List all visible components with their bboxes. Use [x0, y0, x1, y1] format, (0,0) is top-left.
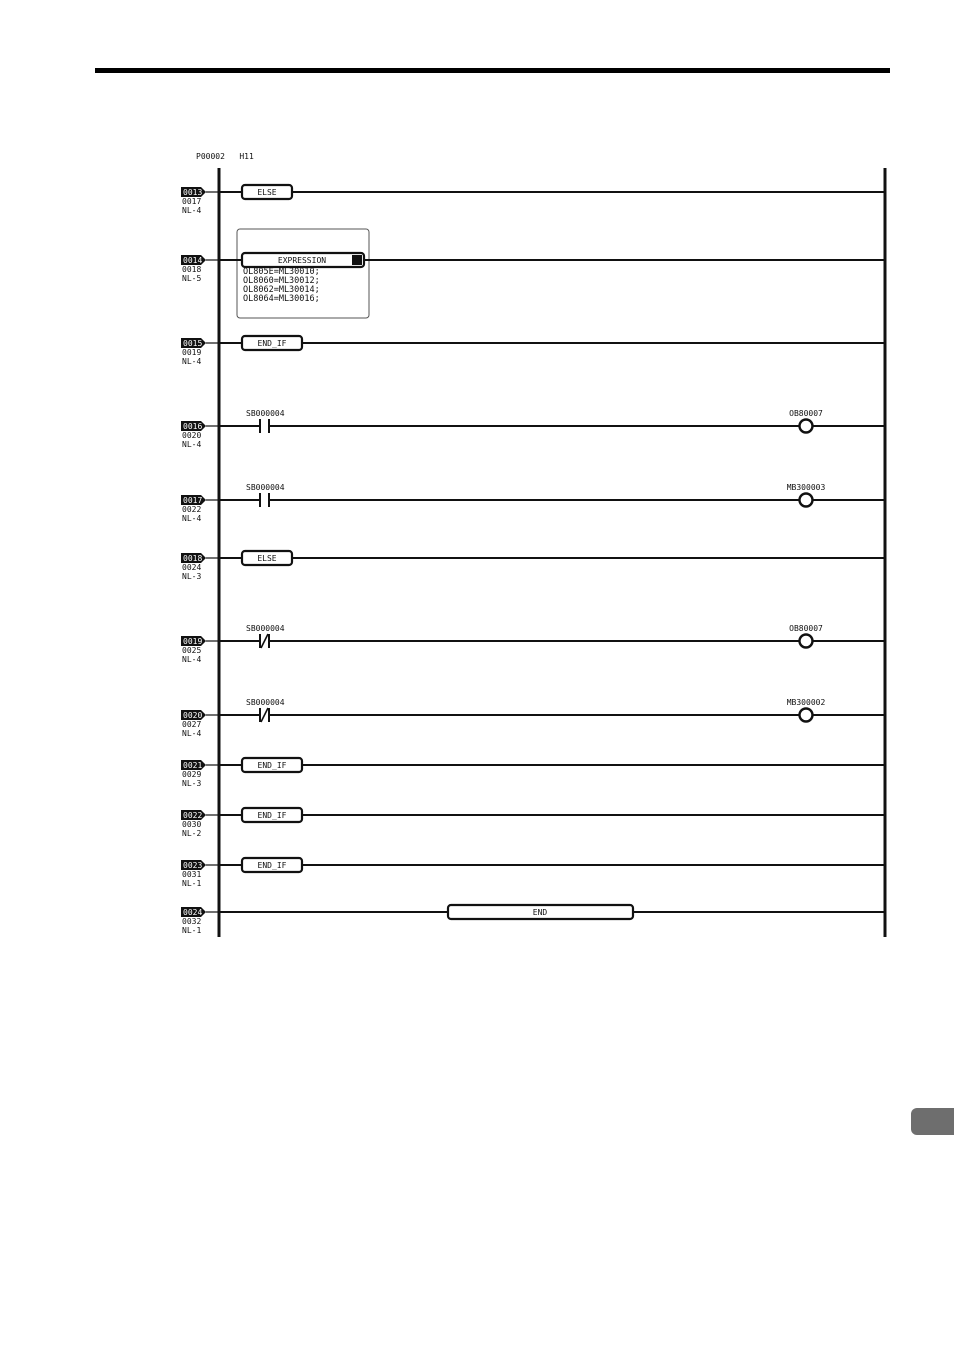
program-suffix: H11	[239, 152, 254, 161]
instruction-label: END_IF	[257, 339, 287, 348]
rung	[181, 409, 885, 449]
nest-level: NL-1	[182, 879, 202, 888]
line-number: 0018	[182, 265, 202, 274]
nest-level: NL-4	[182, 357, 202, 366]
step-number: 0013	[183, 188, 203, 197]
step-number: 0015	[183, 339, 203, 348]
instruction-label: ELSE	[257, 188, 277, 197]
step-number: 0018	[183, 554, 203, 563]
expand-icon	[352, 255, 362, 265]
nc-slash	[261, 634, 268, 648]
nest-level: NL-4	[182, 206, 202, 215]
nest-level: NL-4	[182, 729, 202, 738]
coil-icon	[800, 494, 813, 507]
expression-line: OL805E=ML30010;	[243, 267, 320, 277]
contact-address: SB000004	[246, 698, 285, 707]
line-number: 0027	[182, 720, 202, 729]
nest-level: NL-3	[182, 572, 202, 581]
nest-level: NL-3	[182, 779, 202, 788]
line-number: 0029	[182, 770, 202, 779]
line-number: 0030	[182, 820, 202, 829]
instruction-label: ELSE	[257, 554, 277, 563]
line-number: 0031	[182, 870, 202, 879]
step-number: 0020	[183, 711, 203, 720]
nc-slash	[261, 708, 268, 722]
step-number: 0017	[183, 496, 203, 505]
line-number: 0020	[182, 431, 202, 440]
expression-content	[243, 268, 320, 304]
rung	[181, 858, 885, 888]
contact-address: SB000004	[246, 409, 285, 418]
line-number: 0019	[182, 348, 202, 357]
nest-level: NL-5	[182, 274, 202, 283]
step-number: 0019	[183, 637, 203, 646]
step-number: 0014	[183, 256, 203, 265]
rung	[181, 185, 885, 215]
chapter-tab	[911, 1108, 954, 1135]
line-number: 0022	[182, 505, 202, 514]
coil-icon	[800, 709, 813, 722]
contact-address: SB000004	[246, 483, 285, 492]
expression-line: OL8062=ML30014;	[243, 285, 320, 295]
rung	[181, 698, 885, 738]
expression-label: EXPRESSION	[277, 256, 327, 265]
coil-address: OB80007	[789, 624, 823, 633]
coil-address: MB300003	[786, 483, 826, 492]
nest-level: NL-2	[182, 829, 202, 838]
line-number: 0017	[182, 197, 202, 206]
expression-line: OL8060=ML30012;	[243, 276, 320, 286]
end-label: END	[532, 908, 548, 917]
line-number: 0032	[182, 917, 202, 926]
nest-level: NL-4	[182, 440, 202, 449]
coil-address: MB300002	[786, 698, 826, 707]
step-number: 0016	[183, 422, 203, 431]
rung	[181, 624, 885, 664]
rung	[181, 551, 885, 581]
step-number: 0021	[183, 761, 203, 770]
nest-level: NL-4	[182, 655, 202, 664]
contact-address: SB000004	[246, 624, 285, 633]
line-number: 0025	[182, 646, 202, 655]
coil-address: OB80007	[789, 409, 823, 418]
step-number: 0022	[183, 811, 203, 820]
expression-line: OL8064=ML30016;	[243, 294, 320, 304]
step-number: 0024	[183, 908, 203, 917]
rung	[181, 758, 885, 788]
rung	[181, 336, 885, 366]
line-number: 0024	[182, 563, 202, 572]
instruction-label: END_IF	[257, 811, 287, 820]
coil-icon	[800, 635, 813, 648]
program-number: P00002	[196, 152, 225, 161]
rung	[181, 483, 885, 523]
instruction-label: END_IF	[257, 761, 287, 770]
coil-icon	[800, 420, 813, 433]
step-number: 0023	[183, 861, 203, 870]
rung	[181, 808, 885, 838]
rung	[181, 905, 885, 935]
instruction-label: END_IF	[257, 861, 287, 870]
nest-level: NL-4	[182, 514, 202, 523]
nest-level: NL-1	[182, 926, 202, 935]
